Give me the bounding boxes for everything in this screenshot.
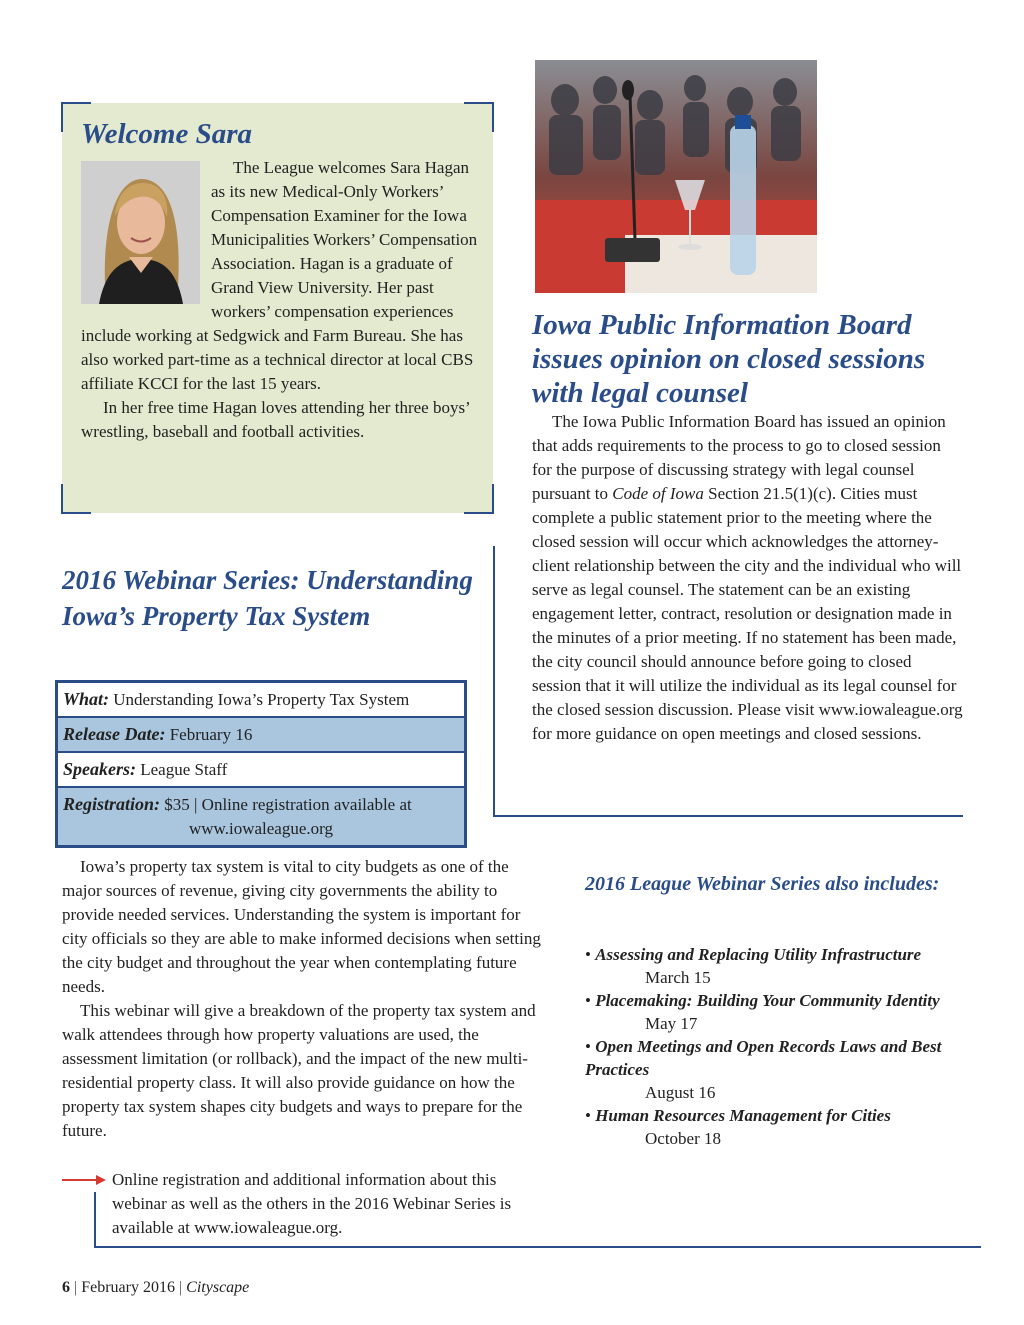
publication-name: Cityscape xyxy=(186,1279,250,1296)
list-item: • Placemaking: Building Your Community Identity May 17 xyxy=(585,989,985,1035)
webinar-registration-row xyxy=(58,788,464,845)
ipib-article-body xyxy=(532,410,964,746)
section-rule xyxy=(493,546,495,816)
section-rule xyxy=(493,815,963,817)
list-item: • Open Meetings and Open Records Laws and Best Practices August 16 xyxy=(585,1035,985,1104)
webinar-what-label: What: xyxy=(63,689,110,709)
webinar-body xyxy=(62,855,547,1143)
webinar-paragraph: Iowa’s property tax system is vital to city budgets as one of the major sources of revenue, giving city governments the ability to provide needed services. Understanding the system is important for city officials so they are able to make informed decisions when setting the city budget and throughout the year when contemplating future needs. xyxy=(62,857,541,996)
webinar-registration-link[interactable]: www.iowaleague.org xyxy=(189,819,333,838)
page-number: 6 xyxy=(62,1279,70,1296)
also-includes-title: 2016 League Webinar Series also includes: xyxy=(585,873,940,895)
webinar-date: May 17 xyxy=(645,1014,698,1033)
list-item: • Human Resources Management for Cities October 18 xyxy=(585,1104,985,1150)
ipib-code-citation: Code of Iowa xyxy=(612,484,704,503)
section-rule xyxy=(94,1192,96,1248)
webinar-speakers-label: Speakers: xyxy=(63,759,136,779)
webinar-title: 2016 Webinar Series: Understanding Iowa’s Property Tax System xyxy=(62,565,473,631)
ipib-article-title: Iowa Public Information Board issues opinion on closed sessions with legal counsel xyxy=(532,309,926,409)
webinar-release-row xyxy=(58,718,464,753)
webinar-date: March 15 xyxy=(645,968,711,987)
welcome-paragraph: The League welcomes Sara Hagan as its new Medical-Only Workers’ Compensation Examiner for the Iowa Municipalities Workers’ Compensation Association. Hagan is a graduate of Grand View University. Her past workers’ compensation experiences include working at Sedgwick and Farm Bureau. She has also worked part-time as a technical director at local CBS affiliate KCCI for the last 15 years. xyxy=(81,158,478,393)
webinar-name: Assessing and Replacing Utility Infrastructure xyxy=(595,945,922,964)
webinar-release-value: February 16 xyxy=(169,725,253,744)
webinar-what-row xyxy=(58,683,464,718)
section-rule xyxy=(94,1246,981,1248)
arrow-right-icon xyxy=(62,1174,107,1186)
webinar-speakers-row xyxy=(58,753,464,788)
list-item: • Assessing and Replacing Utility Infrastructure March 15 xyxy=(585,943,985,989)
webinar-name: Open Meetings and Open Records Laws and Best Practices xyxy=(585,1037,942,1079)
issue-date: February 2016 xyxy=(81,1279,175,1296)
webinar-what-value: Understanding Iowa’s Property Tax System xyxy=(113,690,410,709)
webinar-name: Human Resources Management for Cities xyxy=(595,1106,891,1125)
ipib-body-text: Section 21.5(1)(c). Cities must complete a public statement prior to the meeting where the closed session will occur which acknowledges the attorney-client relationship between the city and the individual who will serve as legal counsel. The statement can be an existing engagement letter, contract, resolution or designation made in the minutes of a prior meeting. If no statement has been made, the city council should announce before going to closed session that it will utilize the individual as its legal counsel for the closed session discussion. Please visit www.iowaleague.org for more guidance on open meetings and closed sessions. xyxy=(532,484,963,743)
page-footer: 6 | February 2016 | Cityscape xyxy=(62,1279,250,1296)
webinar-speakers-value: League Staff xyxy=(140,760,228,779)
also-includes-list xyxy=(585,943,985,1150)
webinar-date: October 18 xyxy=(645,1129,722,1148)
webinar-paragraph: This webinar will give a breakdown of the property tax system and walk attendees through how property valuations are used, the assessment limitation (or rollback), and the impact of the new multi-residential property class. It will also provide guidance on how the property tax system shapes city budgets and ways to prepare for the future. xyxy=(62,1001,536,1140)
webinar-name: Placemaking: Building Your Community Identity xyxy=(595,991,940,1010)
webinar-details-table xyxy=(55,680,467,848)
conference-photo xyxy=(535,60,817,293)
sara-hagan-photo xyxy=(81,161,200,304)
ipib-body-text: The Iowa Public Information Board has issued an opinion that adds requirements to the process to go to closed session for the purpose of discussing strategy with legal counsel pursuant to xyxy=(532,412,946,503)
webinar-date: August 16 xyxy=(645,1083,716,1102)
welcome-title: Welcome Sara xyxy=(81,118,253,150)
webinar-registration-value: $35 | Online registration available at xyxy=(164,795,412,814)
webinar-registration-label: Registration: xyxy=(63,794,161,814)
welcome-box xyxy=(62,103,493,513)
webinar-release-label: Release Date: xyxy=(63,724,166,744)
registration-note: Online registration and additional information about this webinar as well as the others in the 2016 Webinar Series is available at www.iowaleague.org. xyxy=(112,1170,512,1237)
welcome-paragraph: In her free time Hagan loves attending her three boys’ wrestling, baseball and football activities. xyxy=(81,398,470,441)
